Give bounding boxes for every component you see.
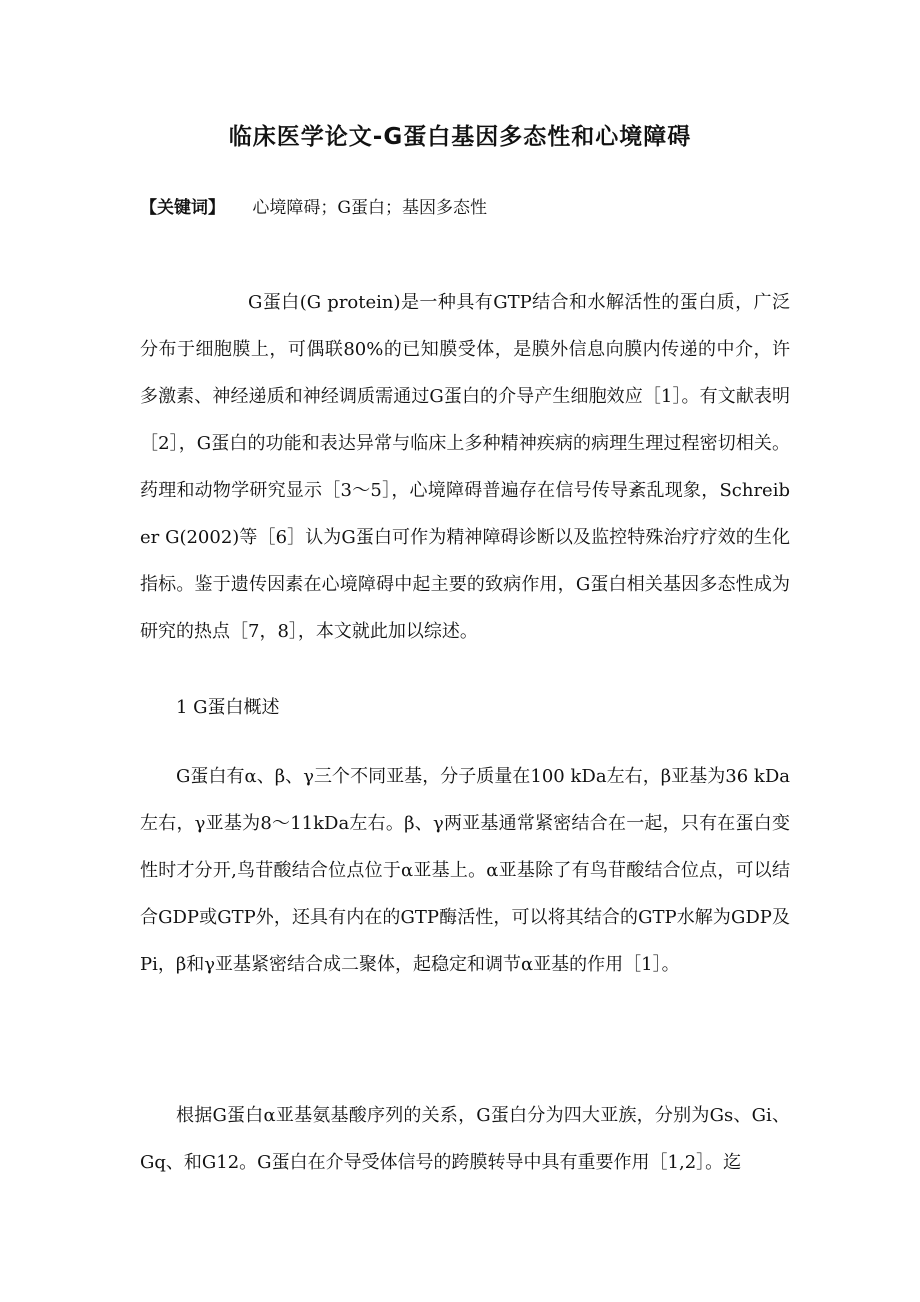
paragraph-subunits: G蛋白有α、β、γ三个不同亚基，分子质量在100 kDa左右，β亚基为36 kDa左右，γ亚基为8～11kDa左右。β、γ两亚基通常紧密结合在一起，只有在蛋白变性时才分开,鸟苷酸结合位点位于α亚基上。α亚基除了有鸟苷酸结合位点，可以结合GDP或GTP外，还具有内在的GTP酶活性，可以将其结合的GTP水解为GDP及Pi，β和γ亚基紧密结合成二聚体，起稳定和调节α亚基的作用［1］。 (140, 766, 790, 975)
paragraph-families: 根据G蛋白α亚基氨基酸序列的关系，G蛋白分为四大亚族，分别为Gs、Gi、Gq、和G12。G蛋白在介导受体信号的跨膜转导中具有重要作用［1,2］。迄 (140, 1105, 790, 1173)
paragraph-intro: G蛋白(G protein)是一种具有GTP结合和水解活性的蛋白质，广泛分布于细胞膜上，可偶联80%的已知膜受体，是膜外信息向膜内传递的中介，许多激素、神经递质和神经调质需通过G蛋白的介导产生细胞效应［1］。有文献表明［2］，G蛋白的功能和表达异常与临床上多种精神疾病的病理生理过程密切相关。药理和动物学研究显示［3～5］，心境障碍普遍存在信号传导紊乱现象，Schreiber G(2002)等［6］认为G蛋白可作为精神障碍诊断以及监控特殊治疗疗效的生化指标。鉴于遗传因素在心境障碍中起主要的致病作用，G蛋白相关基因多态性成为研究的热点［7，8］，本文就此加以综述。 (140, 292, 790, 642)
keywords-label: 【关键词】 (140, 198, 225, 218)
document-title: 临床医学论文-G蛋白基因多态性和心境障碍 (228, 124, 692, 150)
section-heading: 1 G蛋白概述 (176, 697, 280, 718)
keywords-line (140, 193, 487, 218)
keywords-text: 心境障碍；G蛋白；基因多态性 (252, 198, 487, 218)
